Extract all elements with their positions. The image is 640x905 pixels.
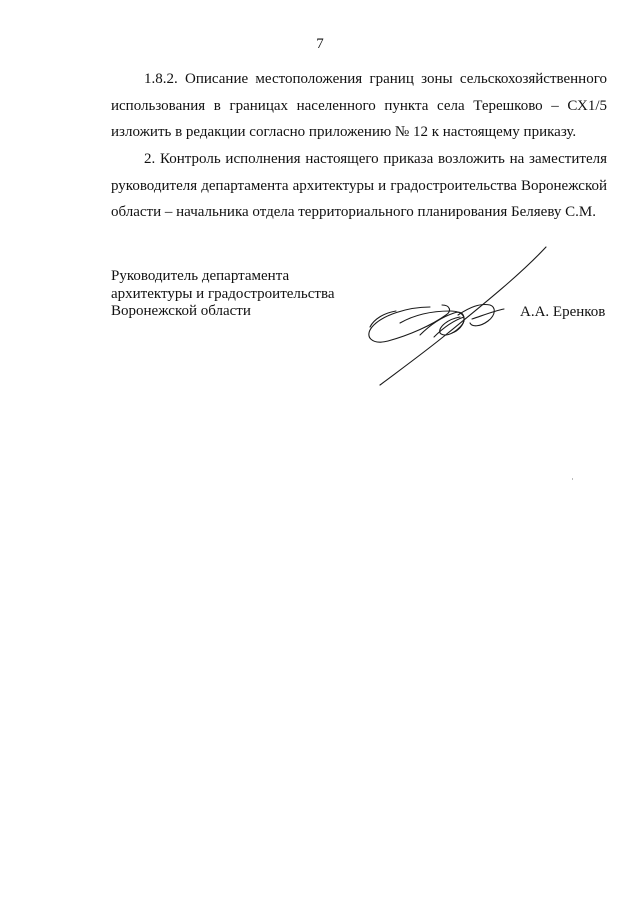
position-line: Воронежской области xyxy=(111,303,251,319)
paragraph-2 xyxy=(111,146,607,226)
page-number: 7 xyxy=(316,36,324,52)
signature-stroke xyxy=(369,305,450,342)
position-line: архитектуры и градостроительства xyxy=(111,285,335,302)
signature-stroke xyxy=(472,309,504,319)
paragraph-1-8-2 xyxy=(111,66,607,146)
paragraph-line: 1.8.2. Описание местоположения границ зоны сельскохозяйственного xyxy=(144,71,607,87)
signatory-position xyxy=(111,268,334,321)
paragraph-line: использования в границах населенного пункта села Терешково – СХ1/5 xyxy=(111,97,607,114)
paragraph-line: руководителя департамента архитектуры и градостроительства Воронежской xyxy=(111,177,607,194)
paragraph-line: 2. Контроль исполнения настоящего приказа возложить на заместителя xyxy=(144,151,607,167)
paragraph-line: изложить в редакции согласно приложению № 12 к настоящему приказу. xyxy=(111,124,577,140)
scan-speck xyxy=(572,478,573,480)
signer-name: А.А. Еренков xyxy=(520,304,606,320)
position-line: Руководитель департамента xyxy=(111,268,290,284)
signature-stroke xyxy=(420,312,464,335)
paragraph-line: области – начальника отдела территориального планирования Беляеву С.М. xyxy=(111,204,596,220)
